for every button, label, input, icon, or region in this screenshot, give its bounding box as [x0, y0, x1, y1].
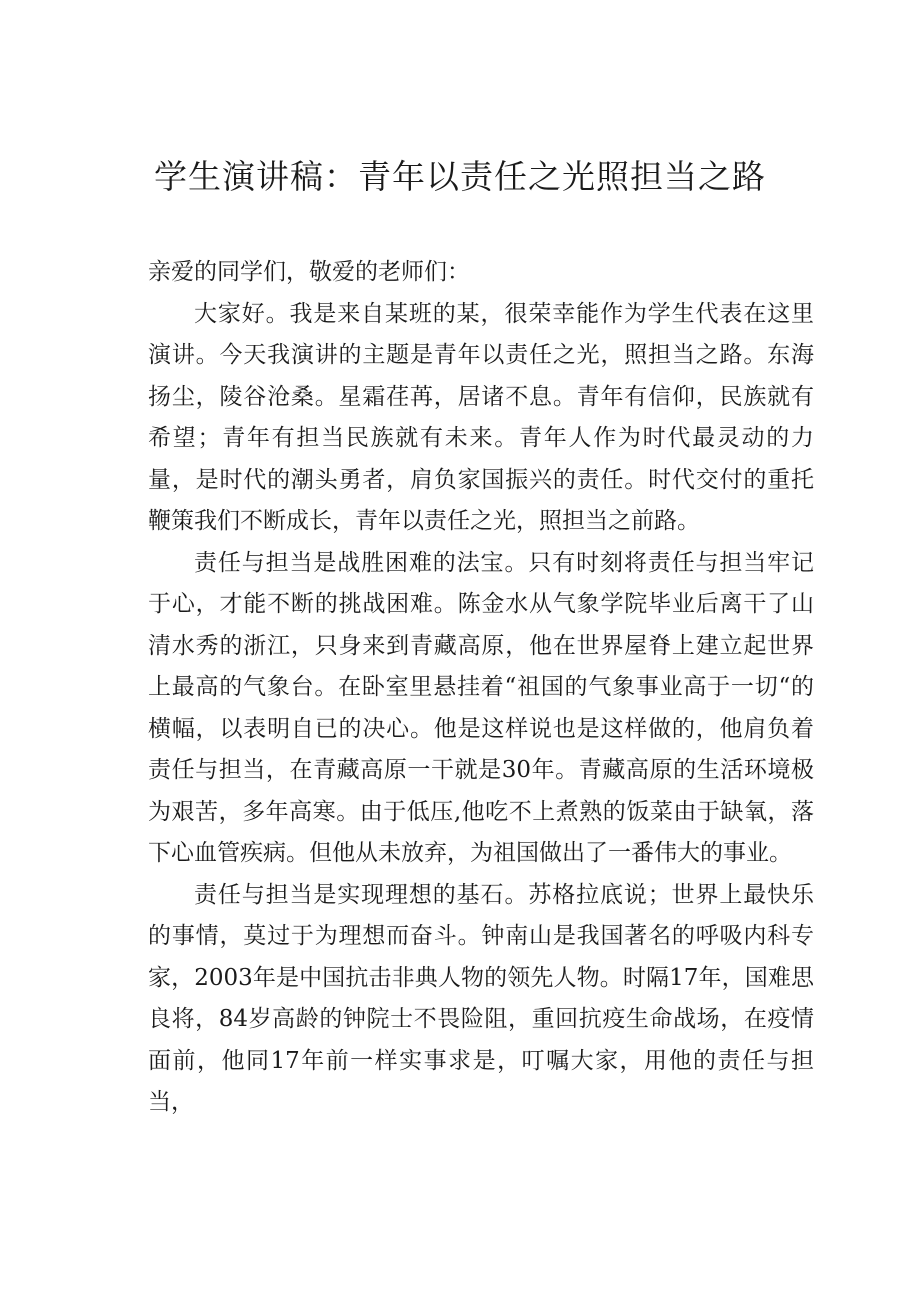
paragraph-intro: 大家好。我是来自某班的某，很荣幸能作为学生代表在这里演讲。今天我演讲的主题是青年以责任之光，照担当之路。东海扬尘，陵谷沧桑。星霜荏苒，居诸不息。青年有信仰，民族就有希望；青年有担当民族就有未来。青年人作为时代最灵动的力量，是时代的潮头勇者，肩负家国振兴的责任。时代交付的重托鞭策我们不断成长，青年以责任之光，照担当之前路。 — [148, 300, 814, 534]
document-title: 学生演讲稿：青年以责任之光照担当之路 — [154, 157, 766, 196]
salutation: 亲爱的同学们，敬爱的老师们： — [148, 259, 470, 285]
paragraph-responsibility-overcome-difficulty: 责任与担当是战胜困难的法宝。只有时刻将责任与担当牢记于心，才能不断的挑战困难。陈金水从气象学院毕业后离干了山清水秀的浙江，只身来到青藏高原，他在世界屋脊上建立起世界上最高的气象台。在卧室里悬挂着“祖国的气象事业高于一切“的横幅，以表明自已的决心。他是这样说也是这样做的，他肩负着责任与担当，在青藏高原一干就是30年。青藏高原的生活环境极为艰苦，多年高寒。由于低压,他吃不上煮熟的饭菜由于缺氧，落下心血管疾病。但他从未放弃，为祖国做出了一番伟大的事业。 — [148, 549, 814, 866]
paragraph-responsibility-ideals: 责任与担当是实现理想的基石。苏格拉底说；世界上最快乐的事情，莫过于为理想而奋斗。钟南山是我国著名的呼吸内科专家，2003年是中国抗击非典人物的领先人物。时隔17年，国难思良将，84岁高龄的钟院士不畏险阻，重回抗疫生命战场，在疫情面前，他同17年前一样实事求是，叮嘱大家，用他的责任与担当， — [148, 881, 814, 1115]
document-body — [148, 252, 814, 1124]
